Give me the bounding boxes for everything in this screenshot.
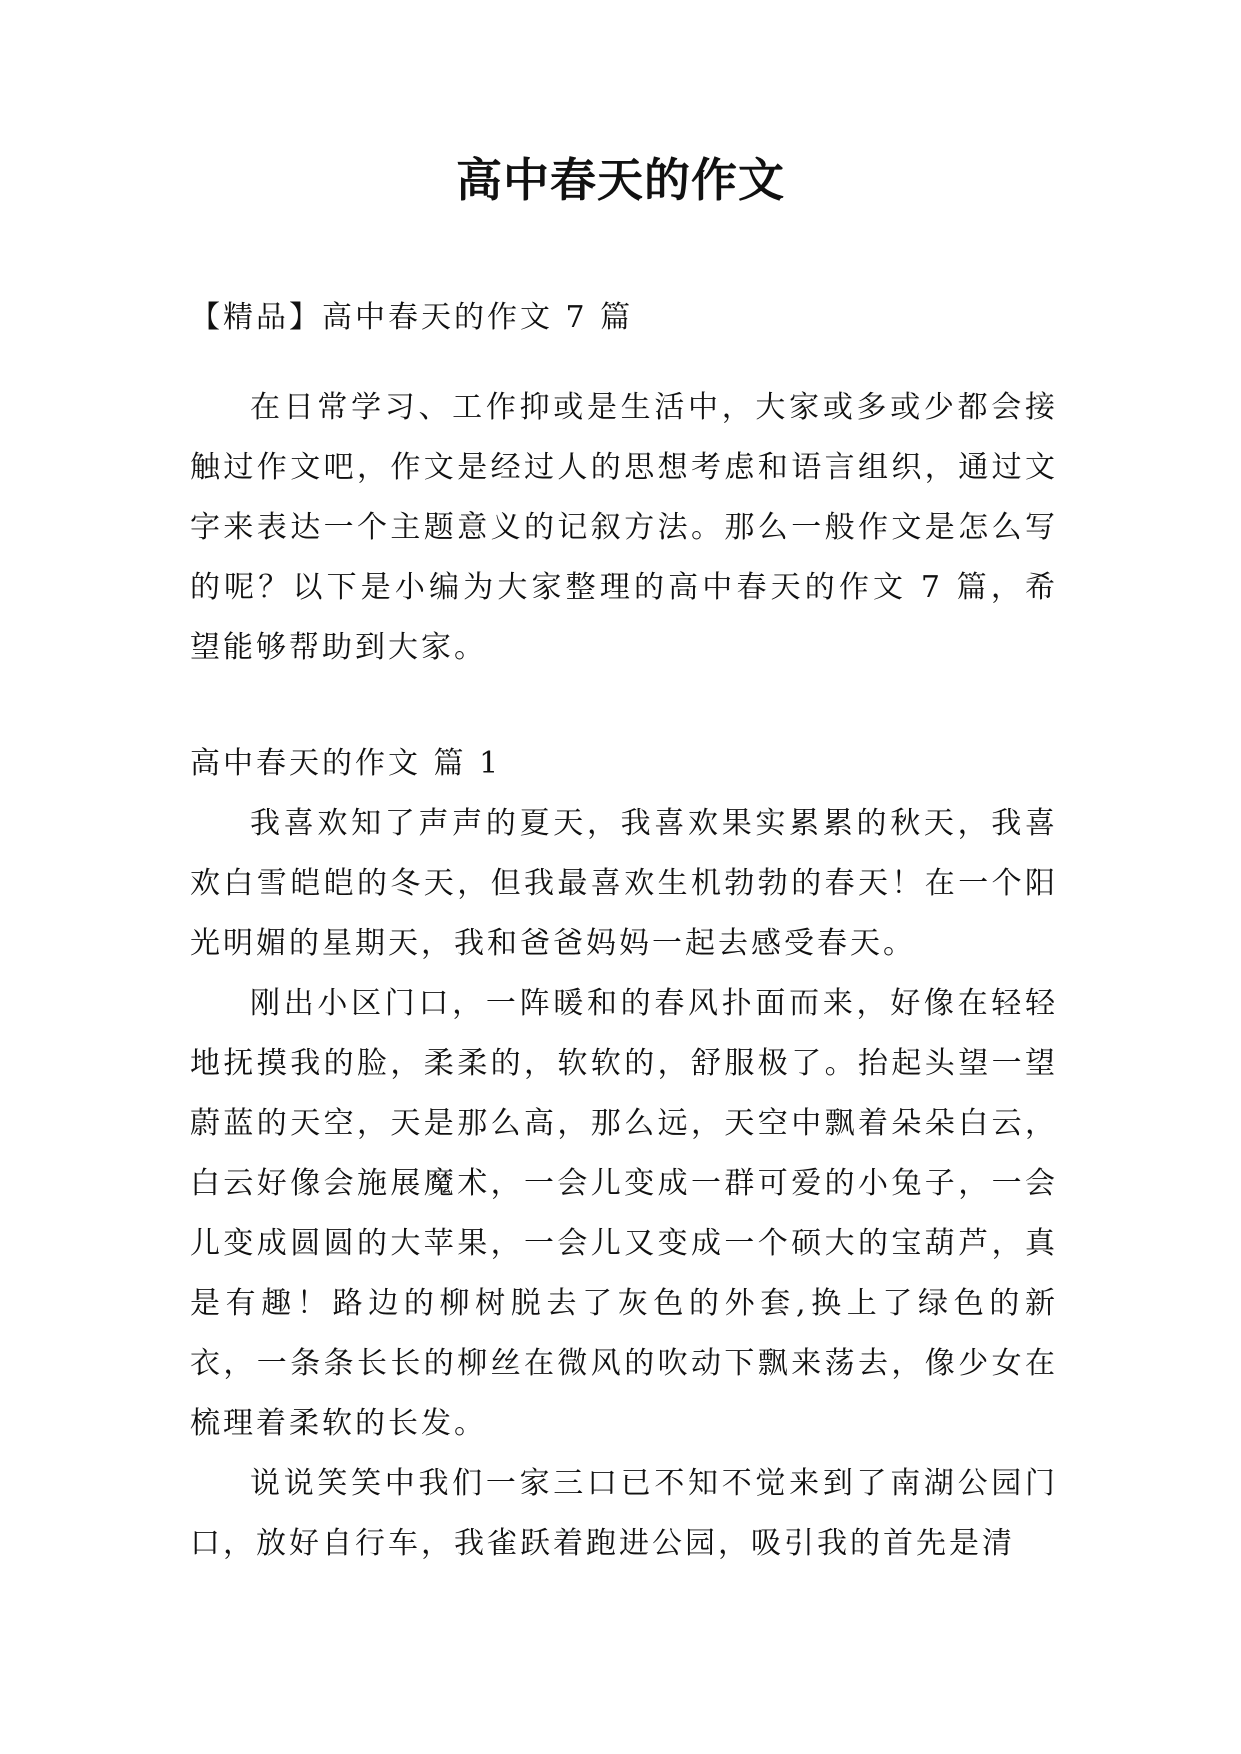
body-paragraph-3: 说说笑笑中我们一家三口已不知不觉来到了南湖公园门口，放好自行车，我雀跃着跑进公园，吸引我的首先是清: [190, 1466, 1058, 1561]
section-heading: 高中春天的作文 篇 1: [190, 746, 502, 781]
document-title: 高中春天的作文: [456, 153, 785, 207]
intro-paragraph: 在日常学习、工作抑或是生活中，大家或多或少都会接触过作文吧，作文是经过人的思想考虑和语言组织，通过文字来表达一个主题意义的记叙方法。那么一般作文是怎么写的呢？以下是小编为大家整理的高中春天的作文 7 篇，希望能够帮助到大家。: [190, 390, 1058, 665]
body-paragraph-2: 刚出小区门口，一阵暖和的春风扑面而来，好像在轻轻地抚摸我的脸，柔柔的，软软的，舒服极了。抬起头望一望蔚蓝的天空，天是那么高，那么远，天空中飘着朵朵白云，白云好像会施展魔术，一会儿变成一群可爱的小兔子，一会儿变成圆圆的大苹果，一会儿又变成一个硕大的宝葫芦，真是有趣！路边的柳树脱去了灰色的外套,换上了绿色的新衣，一条条长长的柳丝在微风的吹动下飘来荡去，像少女在梳理着柔软的长发。: [190, 986, 1058, 1441]
body-paragraph-1: 我喜欢知了声声的夏天，我喜欢果实累累的秋天，我喜欢白雪皑皑的冬天，但我最喜欢生机勃勃的春天！在一个阳光明媚的星期天，我和爸爸妈妈一起去感受春天。: [190, 806, 1058, 961]
document-subtitle: 【精品】高中春天的作文 7 篇: [190, 300, 634, 335]
document-body: [190, 288, 1058, 1574]
